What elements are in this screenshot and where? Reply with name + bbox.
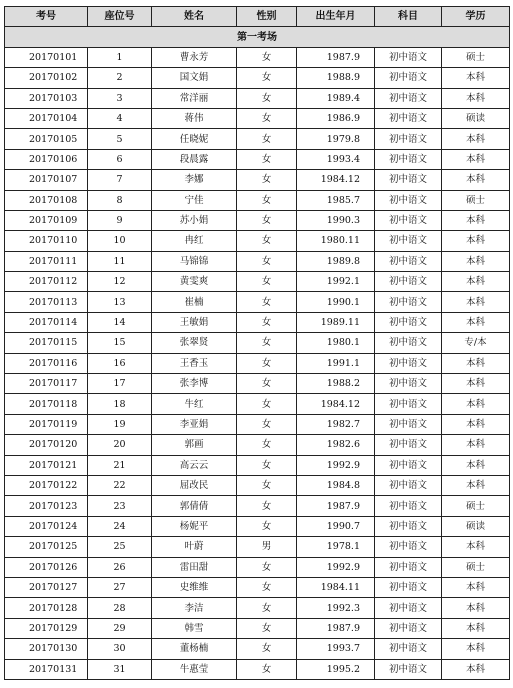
name-cell: 段晨露 (152, 149, 237, 169)
section-title: 第一考场 (5, 27, 510, 47)
education-cell: 本科 (442, 353, 510, 373)
gender-cell: 女 (237, 598, 297, 618)
gender-cell: 女 (237, 231, 297, 251)
seat-number-cell: 14 (88, 312, 152, 332)
table-row (5, 598, 510, 618)
exam-number-cell: 20170121 (5, 455, 88, 475)
seat-number-cell: 27 (88, 577, 152, 597)
subject-cell: 初中语文 (375, 333, 442, 353)
education-cell: 本科 (442, 149, 510, 169)
exam-number-cell: 20170118 (5, 394, 88, 414)
education-cell: 本科 (442, 231, 510, 251)
table-row (5, 47, 510, 67)
education-cell: 硕读 (442, 516, 510, 536)
name-cell: 董杨楠 (152, 639, 237, 659)
education-cell: 硕士 (442, 496, 510, 516)
name-cell: 黄雯爽 (152, 272, 237, 292)
seat-number-cell: 5 (88, 129, 152, 149)
education-cell: 本科 (442, 210, 510, 230)
name-cell: 杨妮平 (152, 516, 237, 536)
subject-cell: 初中语文 (375, 598, 442, 618)
exam-number-cell: 20170112 (5, 272, 88, 292)
birth-date-cell: 1992.3 (297, 598, 375, 618)
gender-cell: 女 (237, 455, 297, 475)
table-row (5, 129, 510, 149)
birth-date-cell: 1988.2 (297, 374, 375, 394)
education-cell: 本科 (442, 170, 510, 190)
exam-number-cell: 20170107 (5, 170, 88, 190)
subject-cell: 初中语文 (375, 68, 442, 88)
name-cell: 牛惠莹 (152, 659, 237, 679)
gender-cell: 女 (237, 639, 297, 659)
seat-number-cell: 13 (88, 292, 152, 312)
subject-cell: 初中语文 (375, 231, 442, 251)
seat-number-cell: 22 (88, 475, 152, 495)
education-cell: 本科 (442, 639, 510, 659)
education-cell: 本科 (442, 88, 510, 108)
birth-date-cell: 1989.8 (297, 251, 375, 271)
name-cell: 韩雪 (152, 618, 237, 638)
education-cell: 本科 (442, 598, 510, 618)
subject-cell: 初中语文 (375, 374, 442, 394)
table-row (5, 190, 510, 210)
education-cell: 本科 (442, 475, 510, 495)
education-cell: 本科 (442, 435, 510, 455)
birth-date-cell: 1991.1 (297, 353, 375, 373)
seat-number-cell: 28 (88, 598, 152, 618)
gender-cell: 女 (237, 435, 297, 455)
education-cell: 本科 (442, 292, 510, 312)
gender-cell: 女 (237, 496, 297, 516)
table-row (5, 374, 510, 394)
exam-number-cell: 20170101 (5, 47, 88, 67)
seat-number-cell: 25 (88, 537, 152, 557)
birth-date-cell: 1990.1 (297, 292, 375, 312)
table-row (5, 435, 510, 455)
subject-cell: 初中语文 (375, 251, 442, 271)
table-row (5, 210, 510, 230)
gender-cell: 女 (237, 353, 297, 373)
subject-cell: 初中语文 (375, 210, 442, 230)
education-cell: 硕读 (442, 108, 510, 128)
seat-number-cell: 31 (88, 659, 152, 679)
seat-number-cell: 10 (88, 231, 152, 251)
gender-cell: 女 (237, 108, 297, 128)
name-cell: 叶蔚 (152, 537, 237, 557)
exam-number-cell: 20170122 (5, 475, 88, 495)
name-cell: 冉红 (152, 231, 237, 251)
exam-number-cell: 20170123 (5, 496, 88, 516)
name-cell: 蒋伟 (152, 108, 237, 128)
exam-number-cell: 20170115 (5, 333, 88, 353)
table-row (5, 231, 510, 251)
subject-cell: 初中语文 (375, 618, 442, 638)
table-row (5, 537, 510, 557)
gender-cell: 女 (237, 190, 297, 210)
birth-date-cell: 1984.11 (297, 577, 375, 597)
education-cell: 本科 (442, 577, 510, 597)
seat-number-cell: 23 (88, 496, 152, 516)
subject-cell: 初中语文 (375, 292, 442, 312)
gender-cell: 女 (237, 659, 297, 679)
birth-date-cell: 1987.9 (297, 618, 375, 638)
education-cell: 硕士 (442, 47, 510, 67)
exam-number-cell: 20170120 (5, 435, 88, 455)
table-row (5, 292, 510, 312)
birth-date-cell: 1985.7 (297, 190, 375, 210)
table-row (5, 333, 510, 353)
exam-number-cell: 20170114 (5, 312, 88, 332)
gender-cell: 女 (237, 394, 297, 414)
gender-cell: 男 (237, 537, 297, 557)
seat-number-cell: 4 (88, 108, 152, 128)
subject-cell: 初中语文 (375, 88, 442, 108)
subject-cell: 初中语文 (375, 455, 442, 475)
seat-number-cell: 3 (88, 88, 152, 108)
birth-date-cell: 1978.1 (297, 537, 375, 557)
name-cell: 雷田甜 (152, 557, 237, 577)
gender-cell: 女 (237, 312, 297, 332)
subject-cell: 初中语文 (375, 394, 442, 414)
exam-number-cell: 20170119 (5, 414, 88, 434)
birth-date-cell: 1986.9 (297, 108, 375, 128)
gender-cell: 女 (237, 170, 297, 190)
name-cell: 王香玉 (152, 353, 237, 373)
gender-cell: 女 (237, 251, 297, 271)
name-cell: 郭倩倩 (152, 496, 237, 516)
name-cell: 史维维 (152, 577, 237, 597)
name-cell: 李亚娟 (152, 414, 237, 434)
birth-date-cell: 1989.4 (297, 88, 375, 108)
exam-number-cell: 20170110 (5, 231, 88, 251)
table-body (5, 27, 510, 680)
candidate-table (4, 6, 510, 680)
birth-date-cell: 1990.7 (297, 516, 375, 536)
table-row (5, 149, 510, 169)
seat-number-cell: 16 (88, 353, 152, 373)
exam-number-cell: 20170109 (5, 210, 88, 230)
gender-cell: 女 (237, 272, 297, 292)
birth-date-cell: 1987.9 (297, 496, 375, 516)
education-cell: 本科 (442, 129, 510, 149)
col-header-subject: 科目 (375, 7, 442, 27)
name-cell: 马锦锦 (152, 251, 237, 271)
col-header-education: 学历 (442, 7, 510, 27)
col-header-gender: 性别 (237, 7, 297, 27)
seat-number-cell: 6 (88, 149, 152, 169)
gender-cell: 女 (237, 149, 297, 169)
subject-cell: 初中语文 (375, 149, 442, 169)
table-row (5, 251, 510, 271)
seat-number-cell: 15 (88, 333, 152, 353)
subject-cell: 初中语文 (375, 108, 442, 128)
gender-cell: 女 (237, 557, 297, 577)
name-cell: 崔楠 (152, 292, 237, 312)
exam-number-cell: 20170103 (5, 88, 88, 108)
birth-date-cell: 1979.8 (297, 129, 375, 149)
seat-number-cell: 11 (88, 251, 152, 271)
birth-date-cell: 1989.11 (297, 312, 375, 332)
exam-number-cell: 20170105 (5, 129, 88, 149)
header-row (5, 7, 510, 27)
subject-cell: 初中语文 (375, 170, 442, 190)
subject-cell: 初中语文 (375, 537, 442, 557)
birth-date-cell: 1992.9 (297, 557, 375, 577)
exam-number-cell: 20170125 (5, 537, 88, 557)
gender-cell: 女 (237, 68, 297, 88)
education-cell: 本科 (442, 251, 510, 271)
exam-number-cell: 20170117 (5, 374, 88, 394)
seat-number-cell: 20 (88, 435, 152, 455)
subject-cell: 初中语文 (375, 557, 442, 577)
subject-cell: 初中语文 (375, 577, 442, 597)
birth-date-cell: 1992.1 (297, 272, 375, 292)
education-cell: 硕士 (442, 557, 510, 577)
birth-date-cell: 1995.2 (297, 659, 375, 679)
subject-cell: 初中语文 (375, 516, 442, 536)
gender-cell: 女 (237, 333, 297, 353)
exam-number-cell: 20170111 (5, 251, 88, 271)
name-cell: 高云云 (152, 455, 237, 475)
exam-number-cell: 20170126 (5, 557, 88, 577)
seat-number-cell: 29 (88, 618, 152, 638)
seat-number-cell: 17 (88, 374, 152, 394)
name-cell: 屈改民 (152, 475, 237, 495)
table-row (5, 68, 510, 88)
seat-number-cell: 30 (88, 639, 152, 659)
name-cell: 张翠贤 (152, 333, 237, 353)
name-cell: 李娜 (152, 170, 237, 190)
education-cell: 本科 (442, 68, 510, 88)
exam-number-cell: 20170116 (5, 353, 88, 373)
birth-date-cell: 1988.9 (297, 68, 375, 88)
birth-date-cell: 1980.11 (297, 231, 375, 251)
birth-date-cell: 1984.12 (297, 394, 375, 414)
birth-date-cell: 1982.6 (297, 435, 375, 455)
table-row (5, 618, 510, 638)
seat-number-cell: 7 (88, 170, 152, 190)
subject-cell: 初中语文 (375, 47, 442, 67)
gender-cell: 女 (237, 414, 297, 434)
exam-number-cell: 20170113 (5, 292, 88, 312)
seat-number-cell: 8 (88, 190, 152, 210)
table-row (5, 272, 510, 292)
exam-number-cell: 20170108 (5, 190, 88, 210)
table-row (5, 516, 510, 536)
education-cell: 专/本 (442, 333, 510, 353)
table-row (5, 577, 510, 597)
education-cell: 硕士 (442, 190, 510, 210)
birth-date-cell: 1984.12 (297, 170, 375, 190)
education-cell: 本科 (442, 374, 510, 394)
name-cell: 曹永芳 (152, 47, 237, 67)
table-row (5, 557, 510, 577)
seat-number-cell: 1 (88, 47, 152, 67)
col-header-seat-number: 座位号 (88, 7, 152, 27)
subject-cell: 初中语文 (375, 659, 442, 679)
subject-cell: 初中语文 (375, 414, 442, 434)
gender-cell: 女 (237, 577, 297, 597)
name-cell: 任晓妮 (152, 129, 237, 149)
table-row (5, 659, 510, 679)
subject-cell: 初中语文 (375, 435, 442, 455)
education-cell: 本科 (442, 618, 510, 638)
section-row (5, 27, 510, 47)
birth-date-cell: 1992.9 (297, 455, 375, 475)
exam-number-cell: 20170124 (5, 516, 88, 536)
birth-date-cell: 1993.4 (297, 149, 375, 169)
seat-number-cell: 24 (88, 516, 152, 536)
exam-number-cell: 20170127 (5, 577, 88, 597)
table-row (5, 312, 510, 332)
table-row (5, 108, 510, 128)
education-cell: 本科 (442, 414, 510, 434)
seat-number-cell: 2 (88, 68, 152, 88)
gender-cell: 女 (237, 618, 297, 638)
exam-number-cell: 20170130 (5, 639, 88, 659)
gender-cell: 女 (237, 88, 297, 108)
birth-date-cell: 1980.1 (297, 333, 375, 353)
col-header-birth-date: 出生年月 (297, 7, 375, 27)
name-cell: 国文娟 (152, 68, 237, 88)
name-cell: 郭画 (152, 435, 237, 455)
birth-date-cell: 1993.7 (297, 639, 375, 659)
gender-cell: 女 (237, 292, 297, 312)
name-cell: 宁佳 (152, 190, 237, 210)
name-cell: 王敏娟 (152, 312, 237, 332)
name-cell: 李洁 (152, 598, 237, 618)
table-row (5, 455, 510, 475)
seat-number-cell: 19 (88, 414, 152, 434)
gender-cell: 女 (237, 475, 297, 495)
education-cell: 本科 (442, 455, 510, 475)
table-row (5, 88, 510, 108)
seat-number-cell: 26 (88, 557, 152, 577)
subject-cell: 初中语文 (375, 312, 442, 332)
name-cell: 张李博 (152, 374, 237, 394)
name-cell: 牛红 (152, 394, 237, 414)
exam-number-cell: 20170131 (5, 659, 88, 679)
table-row (5, 414, 510, 434)
education-cell: 本科 (442, 537, 510, 557)
table-row (5, 475, 510, 495)
gender-cell: 女 (237, 129, 297, 149)
table-row (5, 496, 510, 516)
table-row (5, 170, 510, 190)
subject-cell: 初中语文 (375, 272, 442, 292)
name-cell: 常洋丽 (152, 88, 237, 108)
exam-number-cell: 20170128 (5, 598, 88, 618)
education-cell: 本科 (442, 394, 510, 414)
subject-cell: 初中语文 (375, 190, 442, 210)
table-row (5, 394, 510, 414)
subject-cell: 初中语文 (375, 496, 442, 516)
gender-cell: 女 (237, 374, 297, 394)
seat-number-cell: 21 (88, 455, 152, 475)
seat-number-cell: 12 (88, 272, 152, 292)
table-row (5, 639, 510, 659)
birth-date-cell: 1984.8 (297, 475, 375, 495)
birth-date-cell: 1982.7 (297, 414, 375, 434)
exam-number-cell: 20170106 (5, 149, 88, 169)
exam-number-cell: 20170102 (5, 68, 88, 88)
subject-cell: 初中语文 (375, 129, 442, 149)
gender-cell: 女 (237, 210, 297, 230)
subject-cell: 初中语文 (375, 639, 442, 659)
name-cell: 苏小娟 (152, 210, 237, 230)
education-cell: 本科 (442, 312, 510, 332)
col-header-name: 姓名 (152, 7, 237, 27)
seat-number-cell: 18 (88, 394, 152, 414)
education-cell: 本科 (442, 659, 510, 679)
gender-cell: 女 (237, 516, 297, 536)
seat-number-cell: 9 (88, 210, 152, 230)
col-header-exam-number: 考号 (5, 7, 88, 27)
education-cell: 本科 (442, 272, 510, 292)
birth-date-cell: 1987.9 (297, 47, 375, 67)
table-row (5, 353, 510, 373)
birth-date-cell: 1990.3 (297, 210, 375, 230)
subject-cell: 初中语文 (375, 353, 442, 373)
subject-cell: 初中语文 (375, 475, 442, 495)
exam-number-cell: 20170104 (5, 108, 88, 128)
exam-number-cell: 20170129 (5, 618, 88, 638)
gender-cell: 女 (237, 47, 297, 67)
